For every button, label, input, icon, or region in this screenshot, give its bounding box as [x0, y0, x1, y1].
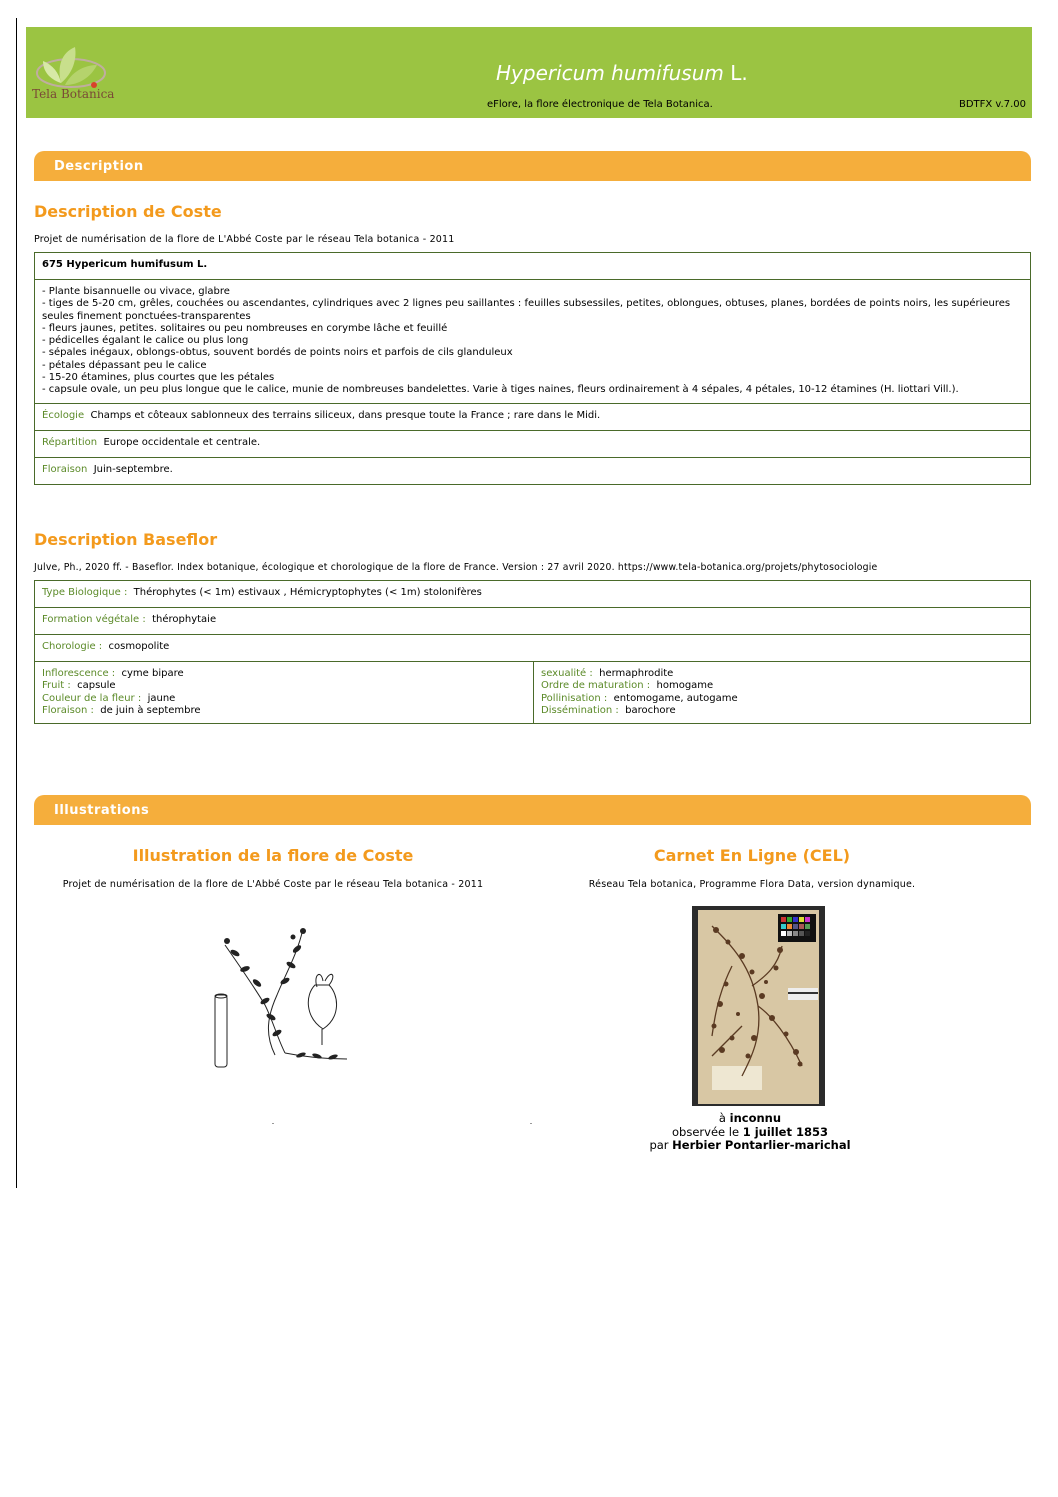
baseflor-formation: [35, 608, 1031, 635]
coste-plant-drawing: [205, 925, 355, 1075]
caption-line: [560, 1126, 940, 1140]
repartition-label: Répartition: [42, 436, 98, 448]
trait-value: jaune: [147, 692, 176, 704]
coste-illustration-heading: Illustration de la flore de Coste: [132, 846, 414, 865]
color-checker-icon: [781, 917, 810, 936]
caption-author: Herbier Pontarlier-marichal: [672, 1138, 851, 1152]
list-item: [42, 705, 526, 717]
floraison-value: Juin-septembre.: [93, 463, 173, 475]
baseflor-heading: Description Baseflor: [34, 530, 218, 549]
site-subtitle: eFlore, la flore électronique de Tela Botanica.: [487, 99, 713, 110]
list-item: [541, 705, 1023, 717]
page-title: [496, 61, 748, 85]
caption-prefix: observée le: [672, 1124, 740, 1139]
trait-label: Ordre de maturation :: [541, 680, 651, 692]
baseflor-source: Julve, Ph., 2020 ff. - Baseflor. Index botanique, écologique et chorologique de la flore de France. Version : 27 avril 2020. https://www.tela-botanica.org/projets/phytosociologie: [34, 562, 878, 573]
trait-value: hermaphrodite: [599, 668, 674, 679]
trait-value: de juin à septembre: [100, 704, 201, 716]
left-margin-rule: [16, 18, 17, 1188]
list-item: [42, 668, 526, 680]
trait-label: Fruit :: [42, 680, 71, 692]
table-row: [35, 635, 1031, 662]
image-marker: [272, 1123, 274, 1124]
chorologie-label: Chorologie :: [42, 641, 103, 652]
cel-caption: [560, 1112, 940, 1153]
image-marker: [530, 1123, 532, 1124]
list-item: - sépales inégaux, oblongs-obtus, souvent bordés de points noirs et parfois de cils glanduleux: [42, 347, 513, 359]
table-row: [35, 280, 1031, 404]
table-row: [35, 457, 1031, 484]
caption-place: inconnu: [729, 1111, 782, 1125]
cel-source: Réseau Tela botanica, Programme Flora Data, version dynamique.: [588, 879, 916, 890]
trait-value: homogame: [656, 680, 714, 692]
cel-heading: Carnet En Ligne (CEL): [653, 846, 851, 865]
baseflor-type-biologique: [35, 581, 1031, 608]
list-item: - Plante bisannuelle ou vivace, glabre: [42, 286, 230, 297]
page-header: [26, 27, 1032, 118]
formation-value: thérophytaie: [152, 614, 217, 625]
formation-label: Formation végétale :: [42, 614, 146, 625]
trait-label: Dissémination :: [541, 704, 619, 716]
trait-value: capsule: [77, 680, 116, 692]
floraison-label: Floraison: [42, 463, 88, 475]
baseflor-traits-left: [35, 662, 534, 724]
chorologie-value: cosmopolite: [108, 641, 170, 652]
trait-label: Inflorescence :: [42, 668, 116, 679]
caption-line: [560, 1112, 940, 1126]
illustrations-section-title: Illustrations: [54, 803, 150, 818]
coste-ecologie: [35, 403, 1031, 430]
trait-label: Floraison :: [42, 704, 94, 716]
herbarium-specimen-photo: [692, 906, 825, 1106]
coste-description-body: [35, 280, 1031, 404]
coste-entry-title: 675 Hypericum humifusum L.: [35, 253, 1031, 280]
coste-illustration-source: Projet de numérisation de la flore de L'Abbé Coste par le réseau Tela botanica - 2011: [62, 879, 484, 890]
list-item: [541, 668, 1023, 680]
list-item: [42, 680, 526, 692]
list-item: - pétales dépassant peu le calice: [42, 359, 207, 371]
baseflor-traits-right: [534, 662, 1031, 724]
list-item: - fleurs jaunes, petites. solitaires ou peu nombreuses en corymbe lâche et feuillé: [42, 322, 448, 334]
caption-prefix: par: [649, 1138, 669, 1152]
coste-source: Projet de numérisation de la flore de L'Abbé Coste par le réseau Tela botanica - 2011: [34, 234, 455, 245]
caption-prefix: à: [718, 1111, 726, 1125]
baseflor-table: [34, 580, 1031, 724]
table-row: [35, 608, 1031, 635]
table-row: [35, 403, 1031, 430]
list-item: - tiges de 5-20 cm, grêles, couchées ou ascendantes, cylindriques avec 2 lignes peu saillantes : feuilles subsessiles, petites, oblongues, obtuses, planes, bordées de points noirs, les supérieures seules finement ponctuées-transparentes: [42, 298, 1011, 322]
trait-value: barochore: [625, 704, 676, 716]
list-item: - 15-20 étamines, plus courtes que les pétales: [42, 372, 275, 384]
list-item: - capsule ovale, un peu plus longue que le calice, munie de nombreuses bandelettes. Varie à tiges naines, fleurs ordinairement à 4 sépales, 4 pétales, 10-12 étamines (H. liottari Vill.).: [42, 384, 959, 396]
table-row: [35, 253, 1031, 280]
species-name: Hypericum humifusum: [496, 61, 724, 85]
trait-label: sexualité :: [541, 668, 593, 679]
trait-value: cyme bipare: [121, 668, 184, 679]
ecologie-value: Champs et côteaux sablonneux des terrains siliceux, dans presque toute la France ; rare dans le Midi.: [90, 409, 601, 421]
caption-line: [560, 1139, 940, 1153]
list-item: [42, 693, 526, 705]
coste-heading: Description de Coste: [34, 202, 222, 221]
database-version: BDTFX v.7.00: [958, 99, 1026, 110]
coste-repartition: [35, 430, 1031, 457]
logo-text: Tela Botanica: [32, 87, 115, 101]
list-item: [541, 693, 1023, 705]
list-item: - pédicelles égalant le calice ou plus long: [42, 335, 249, 347]
table-row: [35, 581, 1031, 608]
type-bio-value: Thérophytes (< 1m) estivaux , Hémicryptophytes (< 1m) stolonifères: [133, 587, 482, 598]
list-item: [541, 680, 1023, 692]
description-section-title: Description: [54, 159, 144, 174]
illustrations-section-band: [34, 795, 1031, 825]
ecologie-label: Écologie: [42, 409, 85, 421]
trait-label: Couleur de la fleur :: [42, 692, 142, 704]
type-bio-label: Type Biologique :: [42, 587, 128, 598]
table-row: [35, 430, 1031, 457]
coste-floraison: [35, 457, 1031, 484]
table-row: [35, 662, 1031, 724]
caption-date: 1 juillet 1853: [742, 1124, 828, 1139]
baseflor-chorologie: [35, 635, 1031, 662]
trait-value: entomogame, autogame: [613, 692, 738, 704]
description-section-band: [34, 151, 1031, 181]
coste-table: [34, 252, 1031, 485]
species-author: L.: [730, 61, 748, 85]
trait-label: Pollinisation :: [541, 692, 608, 704]
repartition-value: Europe occidentale et centrale.: [103, 436, 261, 448]
